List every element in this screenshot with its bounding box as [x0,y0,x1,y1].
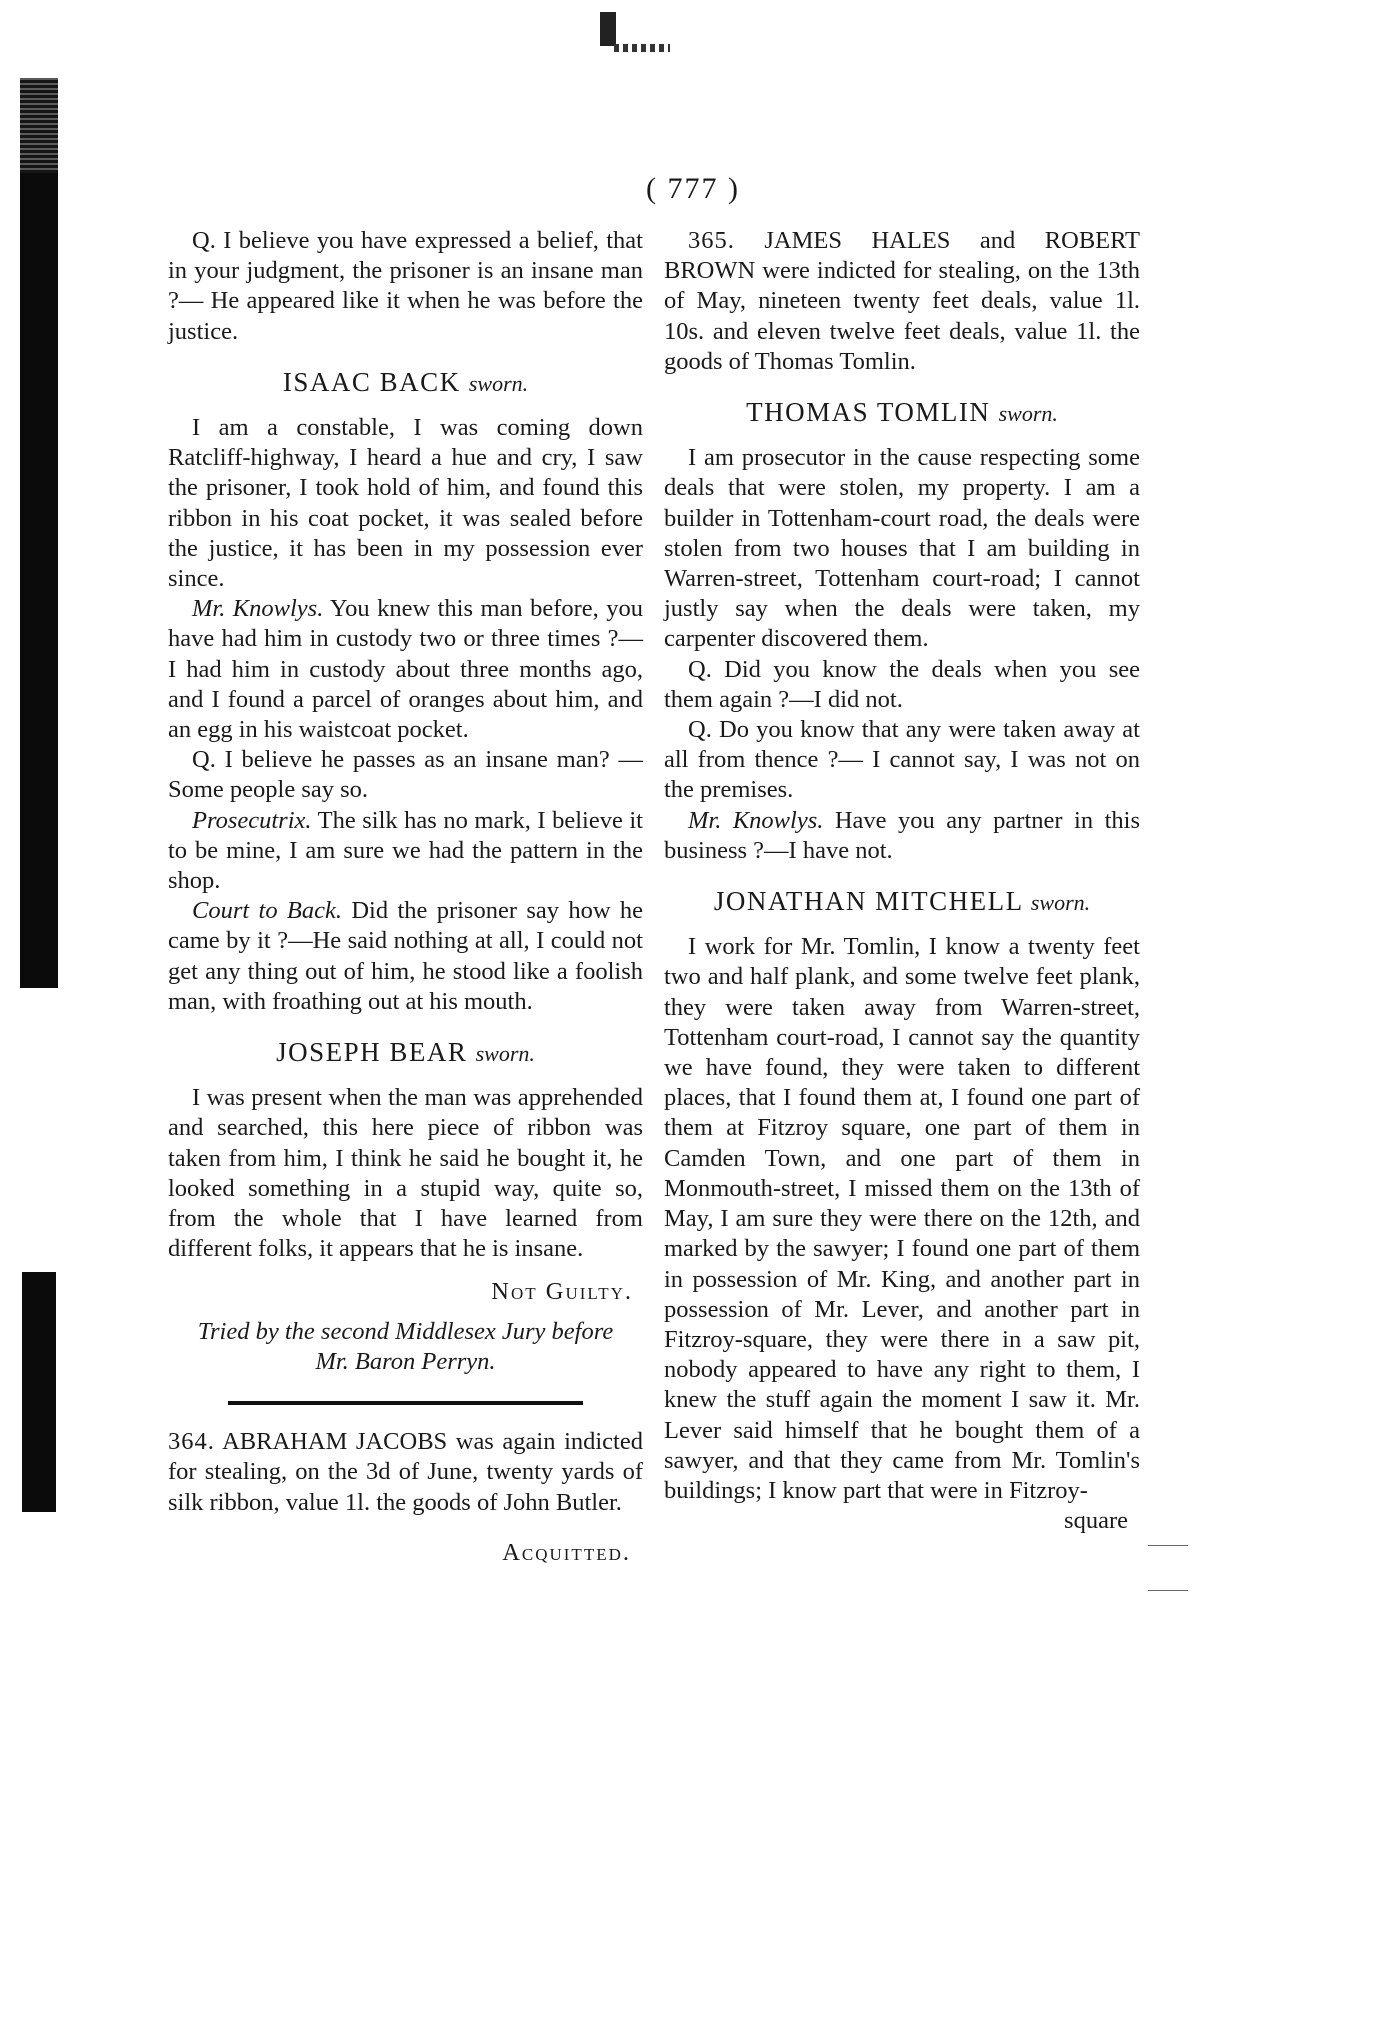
testimony: You knew this man before, you have had him in custody two or three times ?— I had him in custody about three months ago, and I found a parcel of oranges about him, and an egg in his waistcoat pocket. [168,595,643,744]
paragraph: Q. I believe he passes as an insane man? —Some people say so. [168,746,643,804]
paragraph: Q. I believe you have expressed a belief, that in your judgment, the prisoner is an insane man ?— He appeared like it when he was before the justice. [168,227,643,345]
paragraph [168,806,643,897]
paragraph [664,226,1140,377]
paragraph [168,896,643,1017]
margin-mark [1148,1545,1188,1546]
section-divider [228,1401,583,1405]
tried-line-2: Mr. Baron Perryn. [315,1347,496,1375]
page-edge-shadow-top [20,78,58,988]
paragraph [168,1427,643,1518]
verdict: Acquitted. [502,1538,631,1566]
testimony: Have you any partner in this business ?—I have not. [664,806,1140,864]
witness-heading [168,1037,643,1069]
speaker: Prosecutrix. [192,806,312,834]
speaker: Court to Back. [192,897,343,925]
tried-line-1: Tried by the second Middlesex Jury before [197,1317,614,1345]
left-column [168,226,643,1568]
testimony: The silk has no mark, I believe it to be mine, I am sure we had the pattern in the shop. [168,806,643,895]
margin-mark [1148,1590,1188,1591]
catchword: square [1064,1507,1128,1535]
testimony: Did the prisoner say how he came by it ?—He said nothing at all, I could not get any thing out of him, he stood like a foolish man, with froathing out at his mouth. [168,897,643,1015]
page-edge-shadow-bottom [22,1272,56,1512]
paragraph: I was present when the man was apprehended and searched, this here piece of ribbon was taken from him, I think he said he bought it, he looked something in a stupid way, quite so, from the whole that I have learned from different folks, it appears that he is insane. [168,1084,643,1263]
case-number: 364. [168,1428,215,1456]
witness-name: THOMAS TOMLIN [746,397,991,428]
witness-heading [664,397,1140,429]
sworn-label: sworn. [998,401,1058,427]
right-column [664,226,1140,1536]
paragraph: I am a constable, I was coming down Ratcliff-highway, I heard a hue and cry, I saw the prisoner, I took hold of him, and found this ribbon in his coat pocket, it was sealed before the justice, it has been in my possession ever since. [168,414,643,593]
case-text: ABRAHAM JACOBS was again indicted for stealing, on the 3d of June, twenty yards of silk ribbon, value 1l. the goods of John Butler. [168,1428,643,1516]
sworn-label: sworn. [1030,890,1091,916]
paragraph: I am prosecutor in the cause respecting some deals that were stolen, my property. I am a builder in Tottenham-court road, the deals were stolen from two houses that I am building in Warren-street, Tottenham court-road; I cannot justly say when the deals were taken, my carpenter discovered them. [664,444,1140,653]
speaker: Mr. Knowlys. [688,806,824,834]
sworn-label: sworn. [475,1041,535,1067]
witness-name: JONATHAN MITCHELL [713,886,1023,917]
sworn-label: sworn. [468,370,529,396]
speaker: Mr. Knowlys. [192,595,324,623]
paragraph: Q. Did you know the deals when you see them again ?—I did not. [664,655,1140,713]
scan-mark [600,12,616,46]
page-number: ( 777 ) [646,172,740,205]
paragraph: I work for Mr. Tomlin, I know a twenty feet two and half plank, and some twelve feet plank, they were taken away from Warren-street, Tottenham court-road, I cannot say the quantity we have found, they were taken to different places, that I found them at, I found one part of them at Fitzroy square, one part of them in Camden Town, and one part of them in Monmouth-street, I missed them on the 13th of May, I am sure they were there on the 12th, and marked by the sawyer; I found one part of them in possession of Mr. King, and another part in possession of Mr. Lever, and another part in Fitzroy-square, they were there in a saw pit, nobody appeared to have any right to them, I knew the stuff again the moment I saw it. Mr. Lever said himself that he bought them of a sawyer, and that they came from Mr. Tomlin's buildings; I know part that were in Fitzroy- [664,933,1140,1504]
case-text: JAMES HALES and ROBERT BROWN were indicted for stealing, on the 13th of May, nineteen twenty feet deals, value 1l. 10s. and eleven twelve feet deals, value 1l. the goods of Thomas Tomlin. [664,227,1140,375]
witness-heading [664,886,1140,918]
verdict: Not Guilty. [491,1277,633,1305]
witness-name: ISAAC BACK [282,366,461,397]
scan-mark-dots [614,44,670,52]
witness-name: JOSEPH BEAR [276,1037,468,1068]
paragraph [168,594,643,745]
paragraph [664,806,1140,866]
case-number: 365. [688,227,735,254]
paragraph: Q. Do you know that any were taken away at all from thence ?— I cannot say, I was not on the premises. [664,716,1140,804]
witness-heading [168,367,643,399]
tried-line [168,1317,643,1377]
